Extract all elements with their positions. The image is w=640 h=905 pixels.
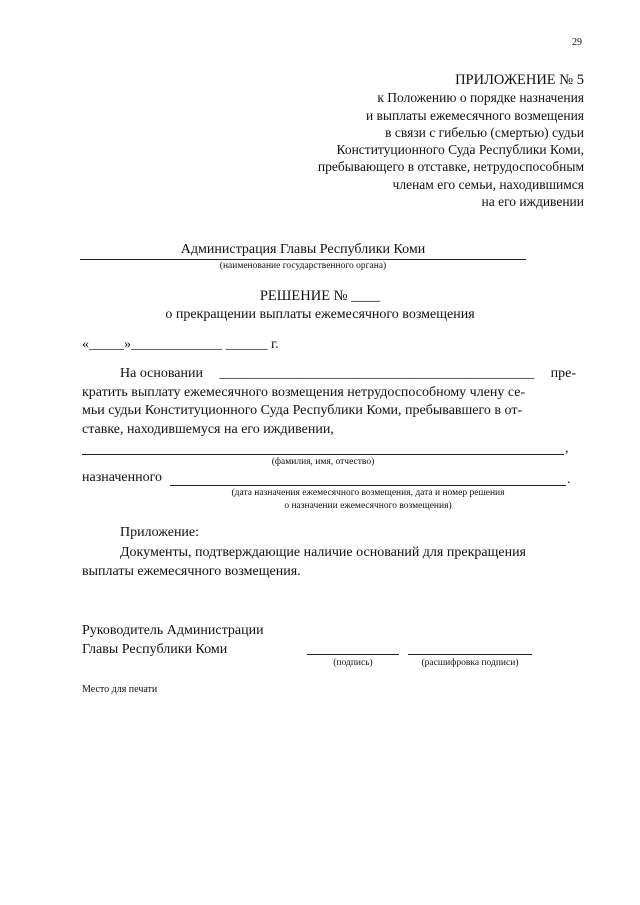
basis-paragraph [82,365,576,439]
authority-name: Администрация Главы Республики Коми [180,242,426,257]
signature-line [307,654,399,655]
assigned-period: . [567,472,571,487]
signature-position-line-1: Руководитель Администрации [82,623,264,638]
page-number: 29 [572,37,582,48]
attachment-line-2: выплаты ежемесячного возмещения. [82,563,301,579]
fio-comma: , [565,441,569,456]
appendix-line: пребывающего в отставке, нетрудоспособным [317,159,584,175]
fio-caption: (фамилия, имя, отчество) [271,457,375,467]
authority-caption: (наименование государственного органа) [219,261,387,271]
signature-position-line-2: Главы Республики Коми [82,641,228,657]
signature-caption: (подпись) [333,658,373,668]
signature-position [82,622,264,659]
signature-decode-caption: (расшифровка подписи) [421,658,519,668]
attachment-label: Приложение: [120,525,200,540]
basis-blank: _____________________________________________ [219,366,535,381]
appendix-line: на его иждивении [481,194,584,210]
appendix-line: Конституционного Суда Республики Коми, [336,142,584,158]
appendix-line: членам его семьи, находившимся [392,176,584,192]
assigned-line [170,485,566,486]
assigned-label: назначенного [82,470,163,485]
assigned-caption-1: (дата назначения ежемесячного возмещения, дата и номер решения [231,488,505,498]
stamp-place: Место для печати [82,684,158,695]
assigned-caption-2: о назначении ежемесячного возмещения) [284,501,452,511]
attachment-line-1: Документы, подтверждающие наличие оснований для прекращения [120,545,526,560]
basis-line: кратить выплату ежемесячного возмещения нетрудоспособному члену се- [82,384,526,400]
basis-line: ставке, находившемуся на его иждивении, [82,421,334,437]
basis-end: пре- [550,366,576,381]
basis-first-line [82,365,576,384]
attachment-text [82,544,576,581]
basis-line: мьи судьи Конституционного Суда Республики Коми, пребывавшего в от- [82,403,523,418]
fio-line [82,454,564,455]
authority-underline [80,259,526,260]
basis-start: На основании [120,366,203,381]
signature-decode-line [408,654,532,655]
date-line: «_____»_____________ ______ г. [82,337,279,352]
appendix-title: ПРИЛОЖЕНИЕ № 5 [455,72,584,88]
appendix-header [318,72,584,210]
appendix-line: к Положению о порядке назначения [377,90,584,106]
appendix-line: и выплаты ежемесячного возмещения [365,107,584,123]
appendix-line: в связи с гибелью (смертью) судьи [385,124,584,140]
decision-title: РЕШЕНИЕ № ____ [259,288,381,304]
decision-subtitle: о прекращении выплаты ежемесячного возмещения [165,307,475,322]
